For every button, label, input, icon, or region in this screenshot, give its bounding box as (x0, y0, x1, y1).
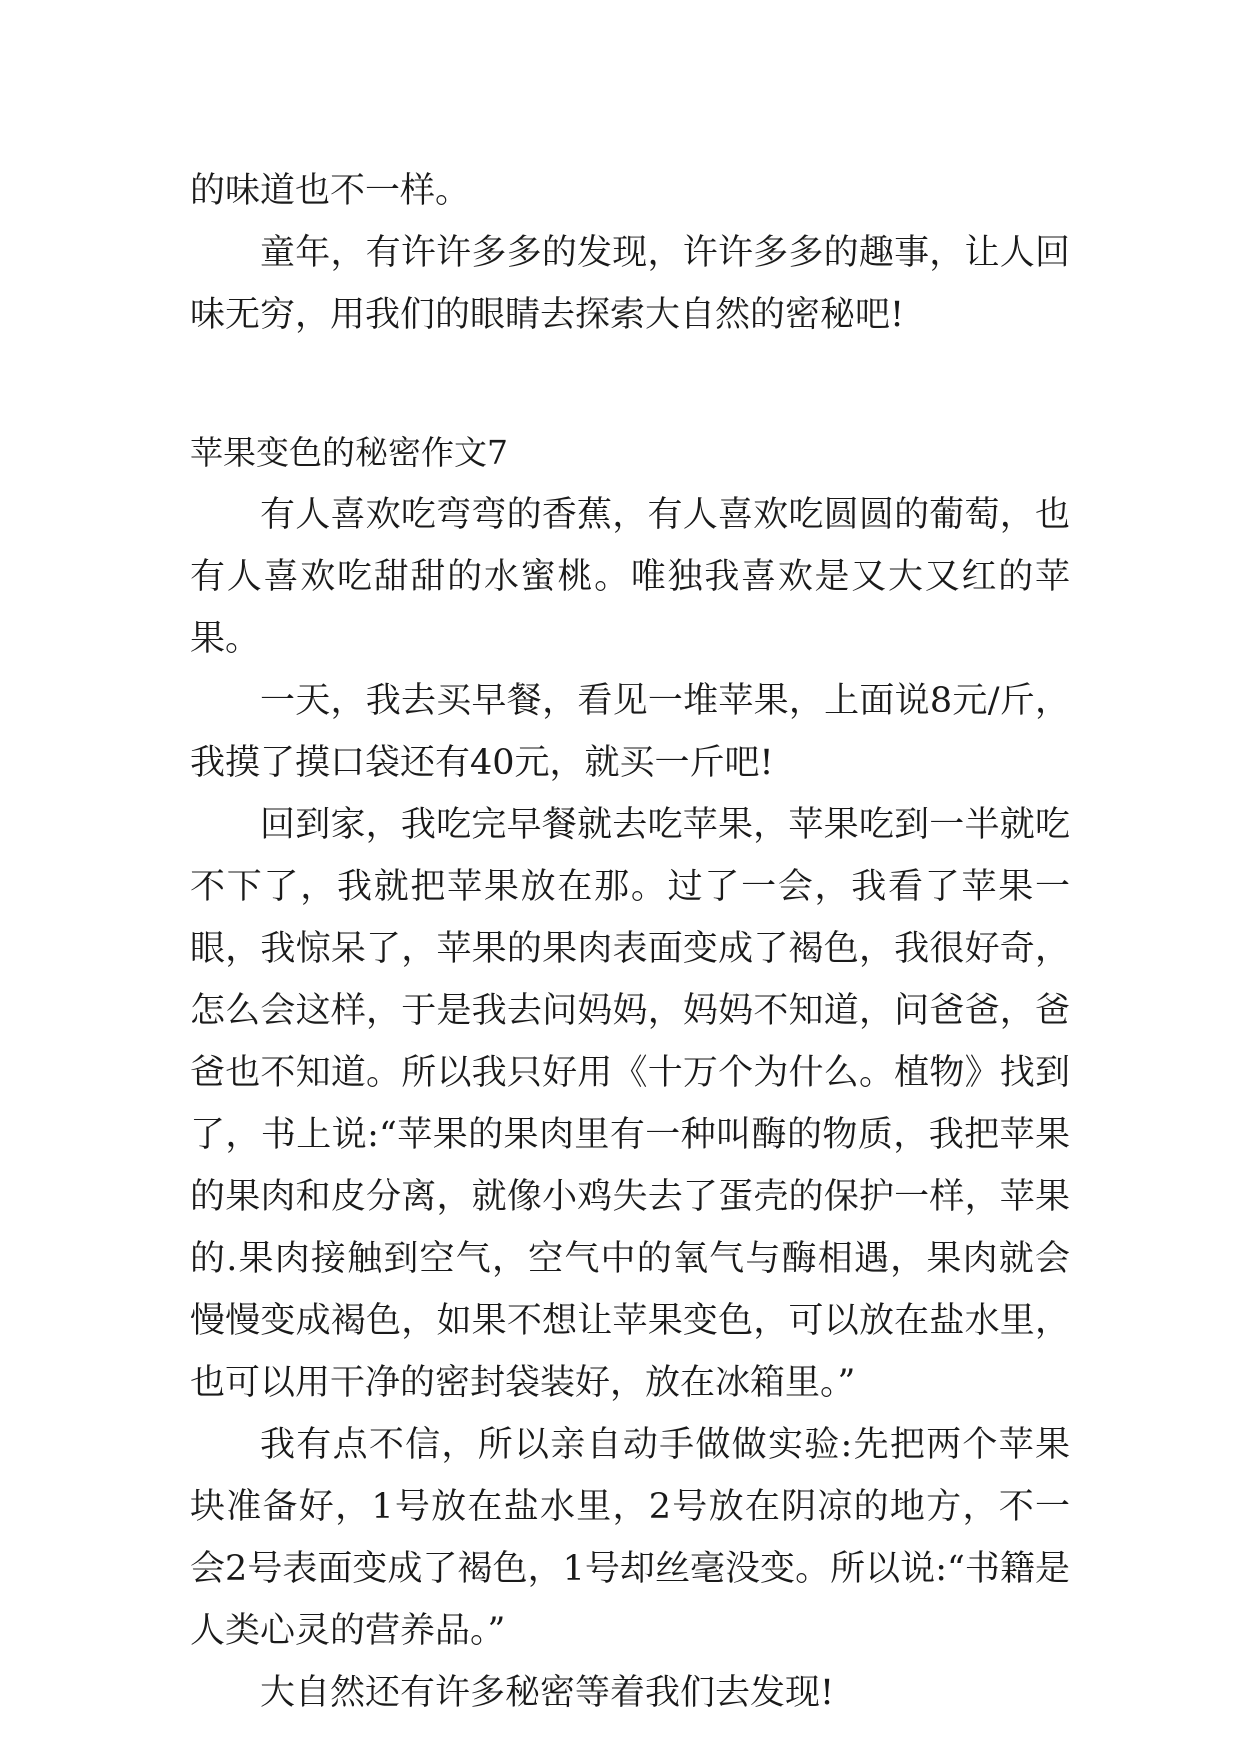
paragraph-conclusion: 大自然还有许多秘密等着我们去发现! (260, 1673, 835, 1713)
paragraph-childhood: 童年，有许许多多的发现，许许多多的趣事，让人回味无穷，用我们的眼睛去探索大自然的密秘吧! (190, 233, 1070, 335)
paragraph-fruit-preference: 有人喜欢吃弯弯的香蕉，有人喜欢吃圆圆的葡萄，也有人喜欢吃甜甜的水蜜桃。唯独我喜欢是又大又红的苹果。 (190, 495, 1070, 659)
essay-title: 苹果变色的秘密作文7 (190, 433, 508, 472)
paragraph-continuation: 的味道也不一样。 (190, 171, 471, 211)
document-body (190, 160, 1070, 1724)
section-gap (190, 346, 1070, 422)
paragraph-apple-browning: 回到家，我吃完早餐就去吃苹果，苹果吃到一半就吃不下了，我就把苹果放在那。过了一会，我看了苹果一眼，我惊呆了，苹果的果肉表面变成了褐色，我很好奇，怎么会这样，于是我去问妈妈，妈妈不知道，问爸爸，爸爸也不知道。所以我只好用《十万个为什么。植物》找到了，书上说:“苹果的果肉里有一种叫酶的物质，我把苹果的果肉和皮分离，就像小鸡失去了蛋壳的保护一样，苹果的.果肉接触到空气，空气中的氧气与酶相遇，果肉就会慢慢变成褐色，如果不想让苹果变色，可以放在盐水里，也可以用干净的密封袋装好，放在冰箱里。” (190, 805, 1070, 1403)
paragraph-experiment: 我有点不信，所以亲自动手做做实验:先把两个苹果块准备好，1号放在盐水里，2号放在阴凉的地方，不一会2号表面变成了褐色，1号却丝毫没变。所以说:“书籍是人类心灵的营养品。” (190, 1425, 1070, 1651)
paragraph-buying-apples: 一天，我去买早餐，看见一堆苹果，上面说8元/斤，我摸了摸口袋还有40元，就买一斤吧! (190, 681, 1070, 783)
